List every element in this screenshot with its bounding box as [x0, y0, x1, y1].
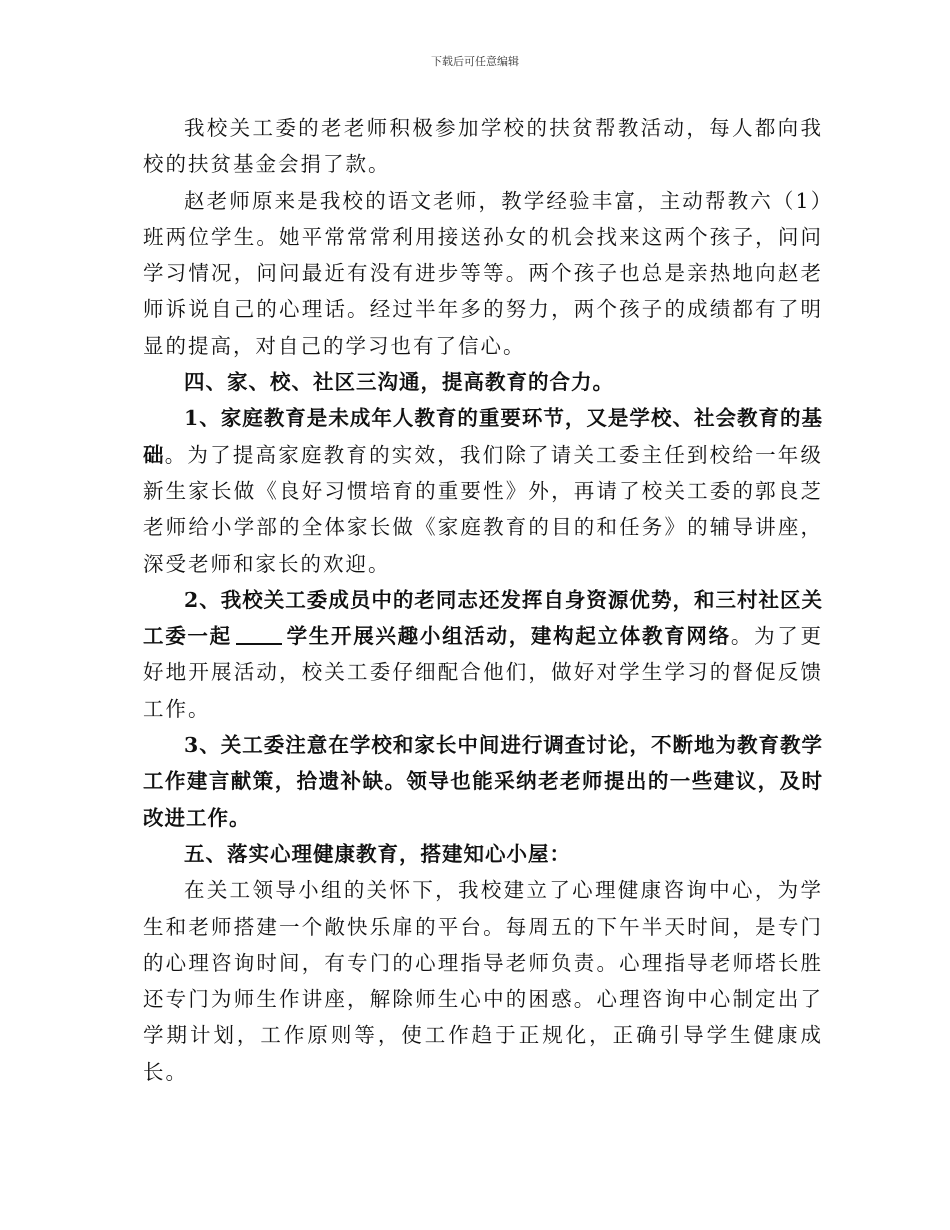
document-body: [143, 110, 823, 1090]
paragraph-volunteer-donation: 我校关工委的老老师积极参加学校的扶贫帮教活动，每人都向我校的扶贫基金会捐了款。: [143, 116, 823, 177]
list-item-3: 3、关工委注意在学校和家长中间进行调查讨论，不断地为教育教学工作建言献策，拾遗补缺。领导也能采纳老老师提出的一些建议，及时改进工作。: [143, 733, 823, 830]
section-heading-4: 四、家、校、社区三沟通，提高教育的合力。: [184, 370, 614, 395]
list-item-2-text: 。为了更好地开展活动，校关工委仔细配合他们，做好对学生学习的督促反馈工作。: [143, 624, 824, 721]
list-item-1-bold: 1、家庭教育是未成年人教育的重要环节，又是学校、社会教育的基础: [143, 406, 823, 467]
page-header-note: 下载后可任意编辑: [431, 55, 519, 68]
list-item-1-text: 。为了提高家庭教育的实效，我们除了请关工委主任到校给一年级新生家长做《良好习惯培育的重要性》外，再请了校关工委的郭良芝老师给小学部的全体家长做《家庭教育的目的和任务》的辅导讲座，深受老师和家长的欢迎。: [143, 442, 824, 576]
list-item-2-bold-a: 2、我校关工委成员中的老同志还发挥自身资源优势，和三村社区关工委一起: [143, 587, 823, 649]
list-item-2: [143, 582, 823, 727]
paragraph-teacher-zhao: 赵老师原来是我校的语文老师，教学经验丰富，主动帮教六（1）班两位学生。她平常常常利用接送孙女的机会找来这两个孩子，问问学习情况，问问最近有没有进步等等。两个孩子也总是亲热地向赵老师诉说自己的心理话。经过半年多的努力，两个孩子的成绩都有了明显的提高，对自己的学习也有了信心。: [143, 188, 823, 358]
paragraph-counseling-center: 在关工领导小组的关怀下，我校建立了心理健康咨询中心，为学生和老师搭建一个敞快乐扉的平台。每周五的下午半天时间，是专门的心理咨询时间，有专门的心理指导老师负责。心理指导老师塔长胜还专门为师生作讲座，解除师生心中的困惑。心理咨询中心制定出了学期计划，工作原则等，使工作趋于正规化，正确引导学生健康成长。: [143, 878, 823, 1084]
list-item-2-bold-b: 学生开展兴趣小组活动，建构起立体教育网络: [285, 624, 731, 649]
list-item-1: [143, 400, 823, 581]
fill-in-blank: [236, 623, 282, 645]
section-heading-5: 五、落实心理健康教育，搭建知心小屋：: [184, 841, 571, 866]
